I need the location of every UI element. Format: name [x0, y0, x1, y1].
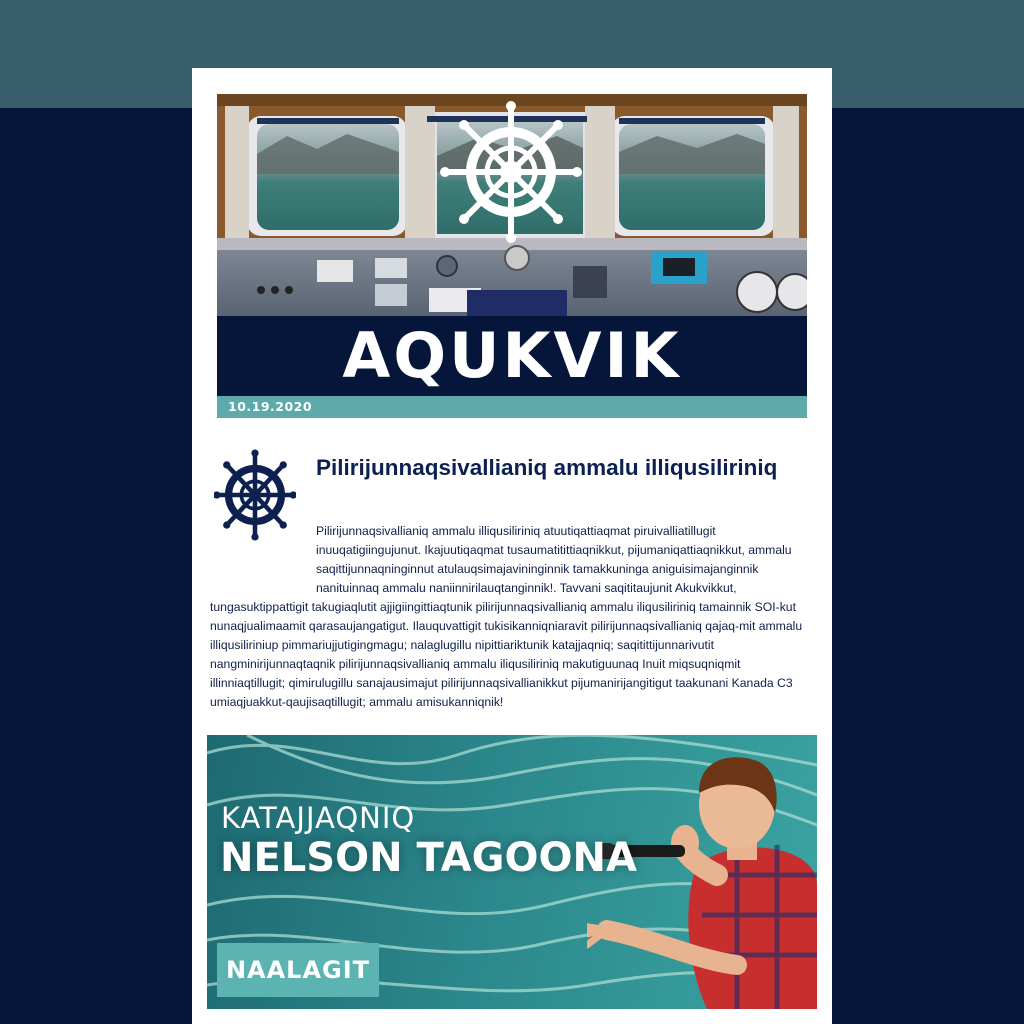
bridge-photo [217, 94, 807, 316]
article-section [210, 444, 816, 712]
issue-date: 10.19.2020 [228, 399, 313, 414]
promo-banner[interactable] [207, 735, 817, 1009]
ship-wheel-icon [214, 446, 296, 544]
title-bar [217, 316, 807, 396]
promo-kicker: KATAJJAQNIQ [221, 801, 416, 835]
header-banner [217, 94, 807, 418]
newsletter-title: AQUKVIK [342, 318, 682, 392]
listen-button[interactable]: NAALAGIT [217, 943, 379, 997]
article-title: Pilirijunnaqsivallianiq ammalu illiqusiliriniq [316, 455, 778, 480]
bridge-illustration [217, 94, 807, 316]
date-bar [217, 396, 807, 418]
promo-artist-name: NELSON TAGOONA [220, 835, 637, 881]
newsletter-card [192, 68, 832, 1024]
article-body: Pilirijunnaqsivallianiq ammalu illiqusiliriniq atuutiqattiaqmat piruivalliatillugit inuuqatigiingujunut. Ikajuutiqaqmat tusaumatitittiaqnikkut, pijumaniqattiaqnikkut, ammalu saqittijunnaqninginnut atulauqsimajavininginnik tamakkuninga aniguisimajanginnik nanituinnaq ammalu naniinnirilauqtanginnik!. Tavvani saqititaujunit Akukvikkut, tungasuktippattigit takugiaqlutit ajjigiingittiaqtunik pilirijunnaqsivallianiq ammalu iliqusiliriniq tamainnik SOI-kut nunaqjualimaamit qarasaujangatigut. Ilauquvattigit tukisikanniqniaravit pilirijunnaqsivallianiq qajaq-mit ammalu illiqusiliriniup pimmariujjutigingmagu; nalaglugillu nipittiariktunik katajjaqniq; saqitittijunnarivutit nangminirijunnaqtaqnik pilirijunnaqsivallianiq ammalu iliqusiliriniq makutiguunaq Inuit miqsuqniqmit illinniaqtillugit; qimirulugillu sanajausimajut pilirijunnaqsivallianikkut pijumanirijangitigut taakunani Kanada C3 umiaqjuakkut-qaujisaqtillugit; ammalu amisukanniqnik! [210, 524, 803, 709]
